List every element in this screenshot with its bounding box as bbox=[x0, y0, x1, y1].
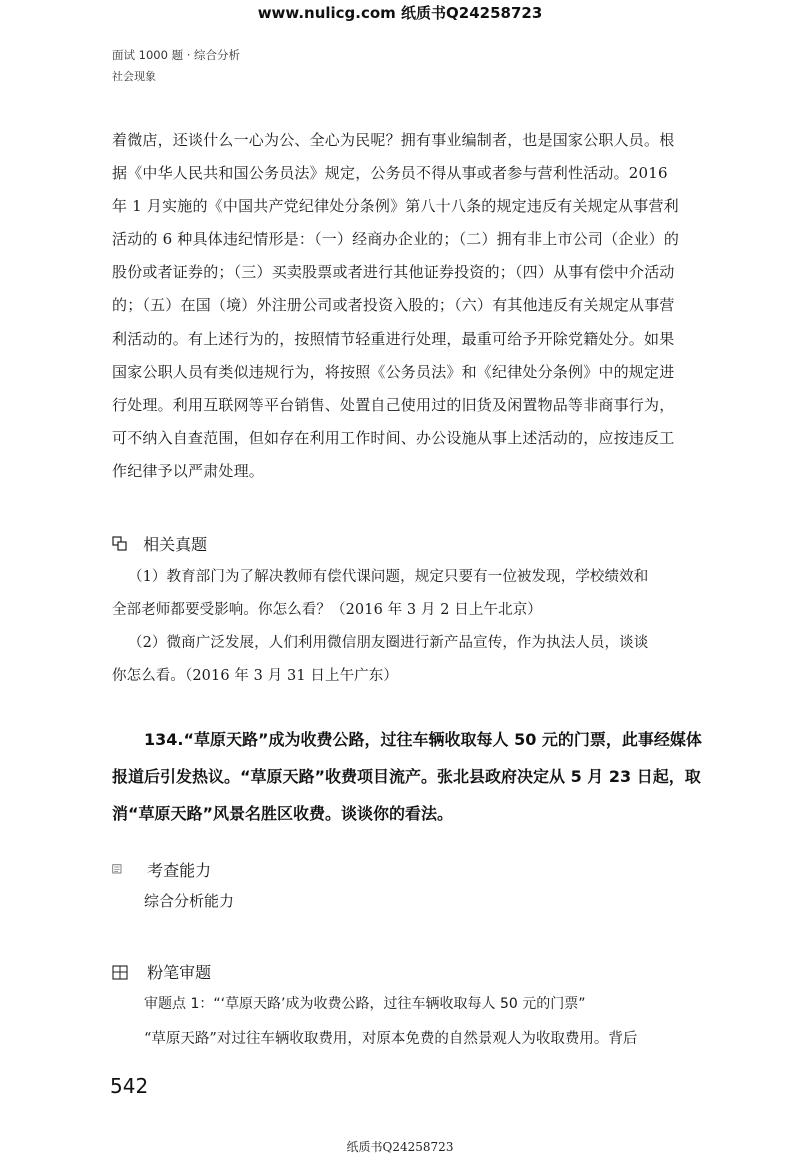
related-q1-line: 全部老师都要受影响。你怎么看？（2016 年 3 月 2 日上午北京） bbox=[112, 602, 542, 618]
related-question-1 bbox=[128, 561, 728, 594]
body-line: 年 1 月实施的《中国共产党纪律处分条例》第八十八条的规定违反有关规定从事营利 bbox=[112, 197, 679, 216]
review-section-title: 粉笔审题 bbox=[147, 963, 212, 982]
body-line: 可不纳入自查范围，但如存在利用工作时间、办公设施从事上述活动的，应按违反工 bbox=[112, 428, 675, 447]
ability-section-title: 考查能力 bbox=[147, 861, 212, 880]
body-line: 国家公职人员有类似违规行为，将按照《公务员法》和《纪律处分条例》中的规定进 bbox=[112, 362, 675, 381]
related-section-header bbox=[112, 532, 207, 555]
review-text-line: “草原天路”对过往车辆收取费用，对原本免费的自然景观人为收取费用。背后 bbox=[144, 1031, 638, 1047]
related-section-title: 相关真题 bbox=[143, 535, 208, 554]
ability-icon bbox=[112, 864, 124, 876]
related-q2-line: （2）微商广泛发展，人们利用微信朋友圈进行新产品宣传，作为执法人员，谈谈 bbox=[128, 635, 649, 651]
related-q1-line: （1）教育部门为了解决教师有偿代课问题，规定只要有一位被发现，学校绩效和 bbox=[128, 569, 649, 585]
body-paragraph bbox=[112, 124, 722, 488]
related-q2-line: 你怎么看。（2016 年 3 月 31 日上午广东） bbox=[112, 668, 398, 684]
related-question-1-cont bbox=[112, 594, 722, 627]
body-line: 行处理。利用互联网等平台销售、处置自己使用过的旧货及闲置物品等非商事行为， bbox=[112, 395, 675, 414]
review-icon bbox=[112, 962, 128, 982]
question-134 bbox=[112, 721, 732, 832]
top-watermark: www.nulicg.com 纸质书Q24258723 bbox=[257, 4, 543, 22]
body-line: 的；（五）在国（境）外注册公司或者投资入股的；（六）有其他违反有关规定从事营 bbox=[112, 296, 675, 315]
related-questions-icon bbox=[112, 536, 128, 552]
body-line: 作纪律予以严肃处理。 bbox=[112, 461, 265, 480]
bottom-watermark: 纸质书Q24258723 bbox=[346, 1140, 454, 1154]
running-header-subtitle: 社会现象 bbox=[112, 70, 156, 83]
related-question-2 bbox=[128, 627, 728, 660]
body-line: 活动的 6 种具体违纪情形是：（一）经商办企业的；（二）拥有非上市公司（企业）的 bbox=[112, 230, 680, 249]
question-line: 134.“草原天路”成为收费公路，过往车辆收取每人 50 元的门票，此事经媒体 bbox=[144, 730, 702, 749]
question-line: 消“草原天路”风景名胜区收费。谈谈你的看法。 bbox=[112, 804, 454, 823]
body-line: 据《中华人民共和国公务员法》规定，公务员不得从事或者参与营利性活动。2016 bbox=[112, 164, 668, 183]
ability-section-header bbox=[112, 858, 211, 881]
body-line: 利活动的。有上述行为的，按照情节轻重进行处理，最重可给予开除党籍处分。如果 bbox=[112, 329, 675, 348]
related-question-2-cont bbox=[112, 660, 722, 693]
running-header-title: 面试 1000 题 · 综合分析 bbox=[112, 48, 241, 62]
ability-text: 综合分析能力 bbox=[144, 892, 235, 910]
page-number: 542 bbox=[110, 1074, 149, 1098]
body-line: 着微店，还谈什么一心为公、全心为民呢？拥有事业编制者，也是国家公职人员。根 bbox=[112, 131, 675, 149]
review-section-header bbox=[112, 960, 211, 983]
question-line: 报道后引发热议。“草原天路”收费项目流产。张北县政府决定从 5 月 23 日起，取 bbox=[112, 767, 701, 786]
body-line: 股份或者证券的；（三）买卖股票或者进行其他证券投资的；（四）从事有偿中介活动 bbox=[112, 263, 675, 282]
review-point-1: 审题点 1：“‘草原天路’成为收费公路，过往车辆收取每人 50 元的门票” bbox=[144, 996, 586, 1012]
